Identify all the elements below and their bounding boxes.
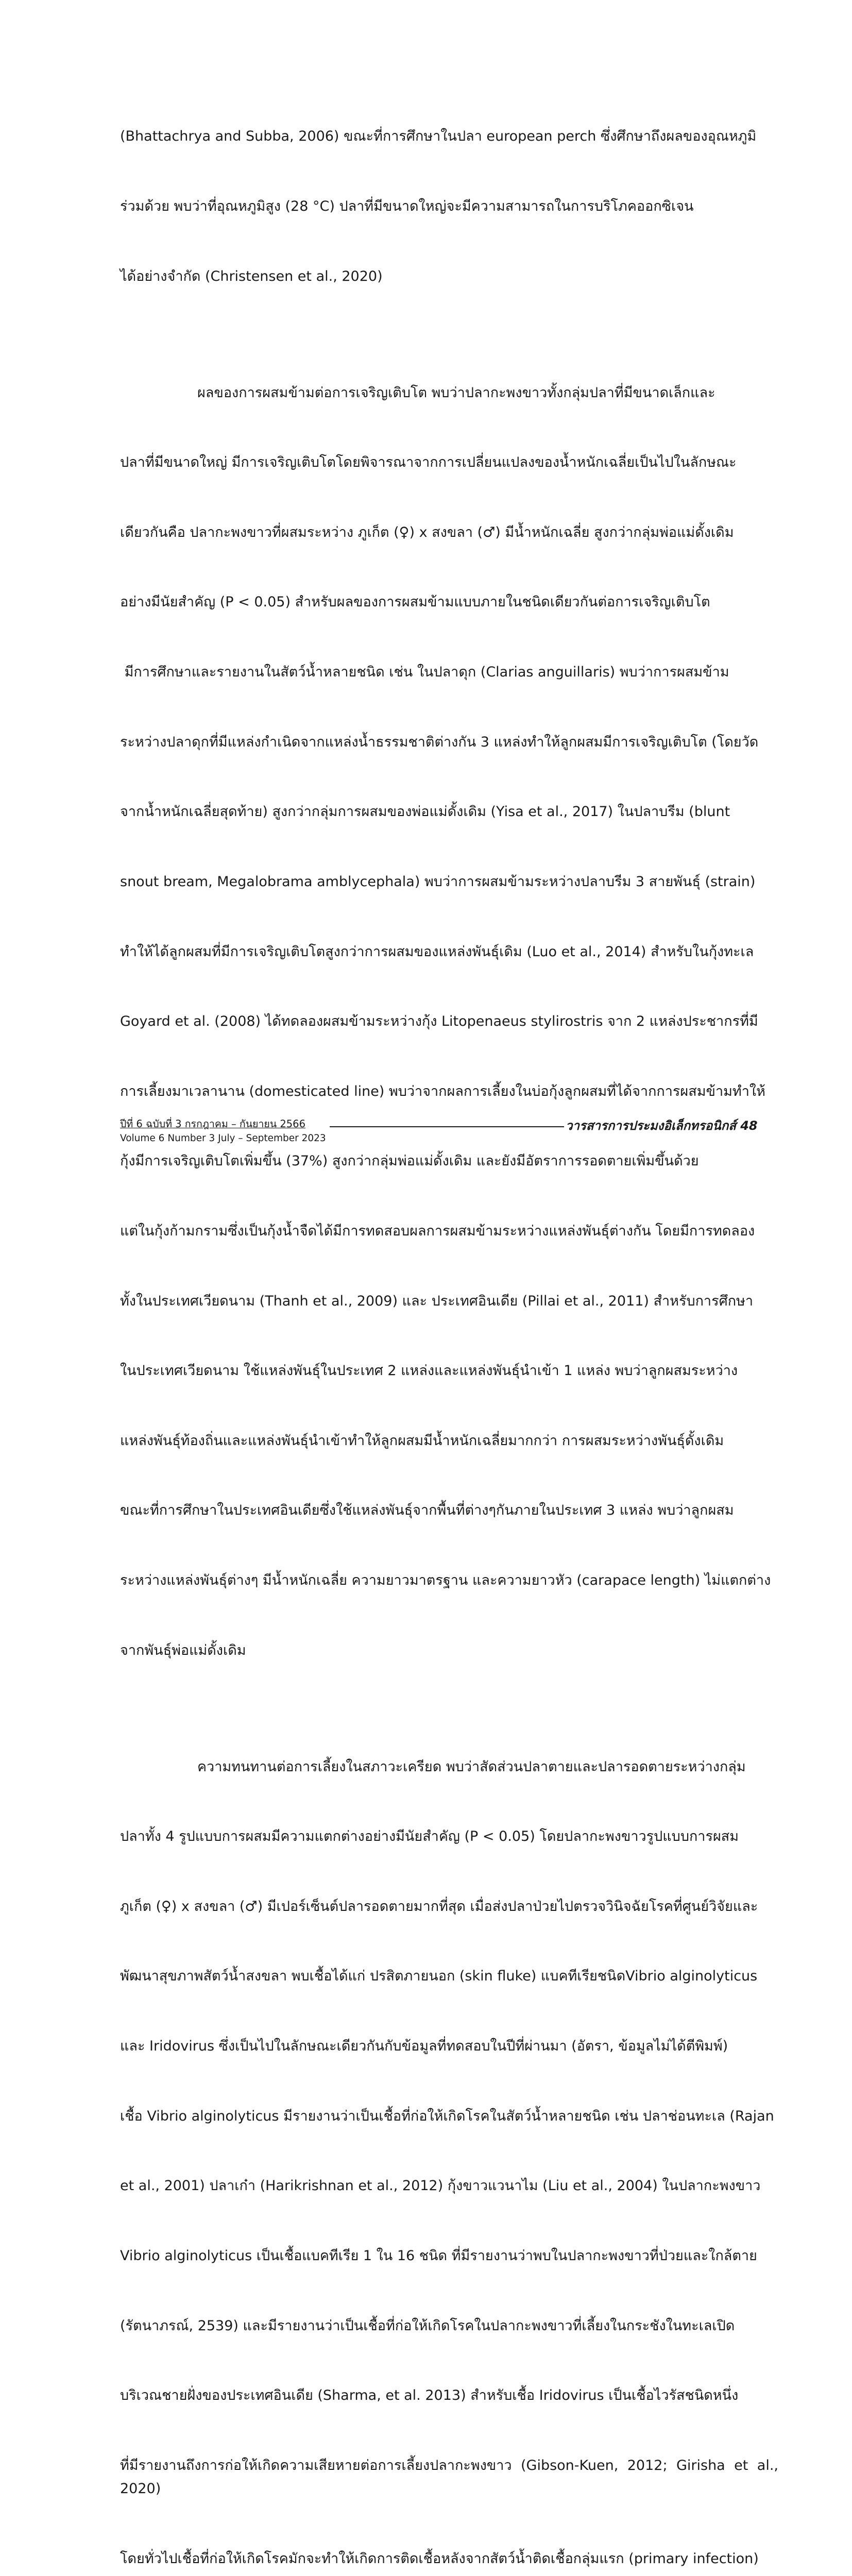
text-line: et al., 2001) ปลาเก๋า (Harikrishnan et al., 2012) กุ้งขาวแวนาไม (Liu et al., 2004) ในปลากะพงขาว — [120, 2178, 761, 2194]
text-line: จากพันธุ์พ่อแม่ดั้งเดิม — [120, 1642, 246, 1658]
text-line: ระหว่างแหล่งพันธุ์ต่างๆ มีน้ำหนักเฉลี่ย ความยาวมาตรฐาน และความยาวหัว (carapace length) ไม่แตกต่าง — [120, 1572, 771, 1588]
text-line: มีการศึกษาและรายงานในสัตว์น้ำหลายชนิด เช่น ในปลาดุก (Clarias anguillaris) พบว่าการผสมข้าม — [120, 664, 729, 681]
text-line: แหล่งพันธุ์ท้องถิ่นและแหล่งพันธุ์นำเข้าทำให้ลูกผสมมีน้ำหนักเฉลี่ยมากกว่า การผสมระหว่างพันธุ์ดั้งเดิม — [120, 1432, 724, 1449]
text-line: กุ้งมีการเจริญเติบโตเพิ่มขึ้น (37%) สูงกว่ากลุ่มพ่อแม่ดั้งเดิม และยังมีอัตราการรอดตายเพิ่มขึ้นด้วย — [120, 1153, 699, 1170]
text-line: บริเวณชายฝั่งของประเทศอินเดีย (Sharma, et al. 2013) สำหรับเชื้อ Iridovirus เป็นเชื้อไวรัสชนิดหนึ่ง — [120, 2387, 739, 2404]
text-line: ภูเก็ต (♀) x สงขลา (♂) มีเปอร์เซ็นต์ปลารอดตายมากที่สุด เมื่อส่งปลาป่วยไปตรวจวินิจฉัยโรคที่ศูนย์วิจัยและ — [120, 1898, 758, 1914]
paragraph-2 — [120, 334, 778, 1708]
text-line: และ Iridovirus ซึ่งเป็นไปในลักษณะเดียวกันกับข้อมูลที่ทดสอบในปีที่ผ่านมา (อัตรา, ข้อมูลไม่ได้ตีพิมพ์) — [120, 2038, 728, 2055]
text-line: Vibrio alginolyticus เป็นเชื้อแบคทีเรีย 1 ใน 16 ชนิด ที่มีรายงานว่าพบในปลากะพงขาวที่ป่วยและใกล้ตาย — [120, 2247, 757, 2264]
text-line: ทำให้ได้ลูกผสมที่มีการเจริญเติบโตสูงกว่าการผสมของแหล่งพันธุ์เดิม (Luo et al., 2014) สำหรับในกุ้งทะเล — [120, 943, 754, 960]
paragraph-3 — [120, 1708, 783, 2576]
paragraph-1 — [120, 78, 778, 334]
text-line: (Bhattachrya and Subba, 2006) ขณะที่การศึกษาในปลา european perch ซึ่งศึกษาถึงผลของอุณหภูมิ — [120, 128, 757, 145]
footer-divider — [330, 1126, 564, 1127]
text-line: snout bream, Megalobrama amblycephala) พบว่าการผสมข้ามระหว่างปลาบรีม 3 สายพันธุ์ (strain) — [120, 873, 756, 890]
text-line: อย่างมีนัยสำคัญ (P < 0.05) สำหรับผลของการผสมข้ามแบบภายในชนิดเดียวกันต่อการเจริญเติบโต — [120, 594, 710, 611]
text-line: ร่วมด้วย พบว่าที่อุณหภูมิสูง (28 °C) ปลาที่มีขนาดใหญ่จะมีความสามารถในการบริโภคออกซิเจน — [120, 198, 694, 215]
text-line: ผลของการผสมข้ามต่อการเจริญเติบโต พบว่าปลากะพงขาวทั้งกลุ่มปลาที่มีขนาดเล็กและ — [197, 384, 715, 401]
text-line: เชื้อ Vibrio alginolyticus มีรายงานว่าเป็นเชื้อที่ก่อให้เกิดโรคในสัตว์น้ำหลายชนิด เช่น ปลาช่อนทะเล (Rajan — [120, 2108, 774, 2124]
text-line: เดียวกันคือ ปลากะพงขาวที่ผสมระหว่าง ภูเก็ต (♀) x สงขลา (♂) มีน้ำหนักเฉลี่ย สูงกว่ากลุ่มพ่อแม่ดั้งเดิม — [120, 524, 734, 540]
text-line: โดยทั่วไปเชื้อที่ก่อให้เกิดโรคมักจะทำให้เกิดการติดเชื้อหลังจากสัตว์น้ำติดเชื้อกลุ่มแรก (primary infection) — [120, 2550, 759, 2567]
issue-info — [120, 1117, 326, 1146]
text-line: Goyard et al. (2008) ได้ทดลองผสมข้ามระหว่างกุ้ง Litopenaeus stylirostris จาก 2 แหล่งประชากรที่มี — [120, 1013, 758, 1030]
text-line: ระหว่างปลาดุกที่มีแหล่งกำเนิดจากแหล่งน้ำธรรมชาติต่างกัน 3 แหล่งทำให้ลูกผสมมีการเจริญเติบโต (โดยวัด — [120, 734, 759, 750]
text-line: ในประเทศเวียดนาม ใช้แหล่งพันธุ์ในประเทศ 2 แหล่งและแหล่งพันธุ์นำเข้า 1 แหล่ง พบว่าลูกผสมระหว่าง — [120, 1363, 738, 1379]
text-line: ปลาทั้ง 4 รูปแบบการผสมมีความแตกต่างอย่างมีนัยสำคัญ (P < 0.05) โดยปลากะพงขาวรูปแบบการผสม — [120, 1828, 739, 1845]
text-line: พัฒนาสุขภาพสัตว์น้ำสงขลา พบเชื้อได้แก่ ปรสิตภายนอก (skin fluke) แบคทีเรียชนิดVibrio alginolyticus — [120, 1968, 758, 1985]
text-line: ปลาที่มีขนาดใหญ่ มีการเจริญเติบโตโดยพิจารณาจากการเปลี่ยนแปลงของน้ำหนักเฉลี่ยเป็นไปในลักษณะ — [120, 454, 737, 471]
issue-thai: ปีที่ 6 ฉบับที่ 3 กรกฎาคม – กันยายน 2566 — [120, 1118, 305, 1130]
text-line: แต่ในกุ้งก้ามกรามซึ่งเป็นกุ้งน้ำจืดได้มีการทดสอบผลการผสมข้ามระหว่างแหล่งพันธุ์ต่างกัน โดยมีการทดลอง — [120, 1223, 755, 1239]
text-line: ขณะที่การศึกษาในประเทศอินเดียซึ่งใช้แหล่งพันธุ์จากพื้นที่ต่างๆกันภายในประเทศ 3 แหล่ง พบว่าลูกผสม — [120, 1502, 734, 1519]
text-line: ทั้งในประเทศเวียดนาม (Thanh et al., 2009) และ ประเทศอินเดีย (Pillai et al., 2011) สำหรับการศึกษา — [120, 1293, 754, 1309]
text-line: ความทนทานต่อการเลี้ยงในสภาวะเครียด พบว่าสัดส่วนปลาตายและปลารอดตายระหว่างกลุ่ม — [197, 1758, 746, 1775]
journal-page-label: วารสารการประมงอิเล็กทรอนิกส์ 48 — [566, 1118, 758, 1133]
text-line: (รัตนาภรณ์, 2539) และมีรายงานว่าเป็นเชื้อที่ก่อให้เกิดโรคในปลากะพงขาวที่เลี้ยงในกระชังในทะเลเปิด — [120, 2317, 735, 2334]
text-line: ได้อย่างจำกัด (Christensen et al., 2020) — [120, 268, 383, 284]
issue-english: Volume 6 Number 3 July – September 2023 — [120, 1133, 326, 1144]
article-body — [120, 78, 783, 2576]
text-line: ที่มีรายงานถึงการก่อให้เกิดความเสียหายต่อการเลี้ยงปลากะพงขาว (Gibson-Kuen, 2012; Girisha et al., 2020) — [120, 2457, 783, 2497]
text-line: การเลี้ยงมาเวลานาน (domesticated line) พบว่าจากผลการเลี้ยงในบ่อกุ้งลูกผสมที่ได้จากการผสมข้ามทำให้ — [120, 1083, 765, 1099]
text-line: จากน้ำหนักเฉลี่ยสุดท้าย) สูงกว่ากลุ่มการผสมของพ่อแม่ดั้งเดิม (Yisa et al., 2017) ในปลาบรีม (blunt — [120, 804, 730, 820]
